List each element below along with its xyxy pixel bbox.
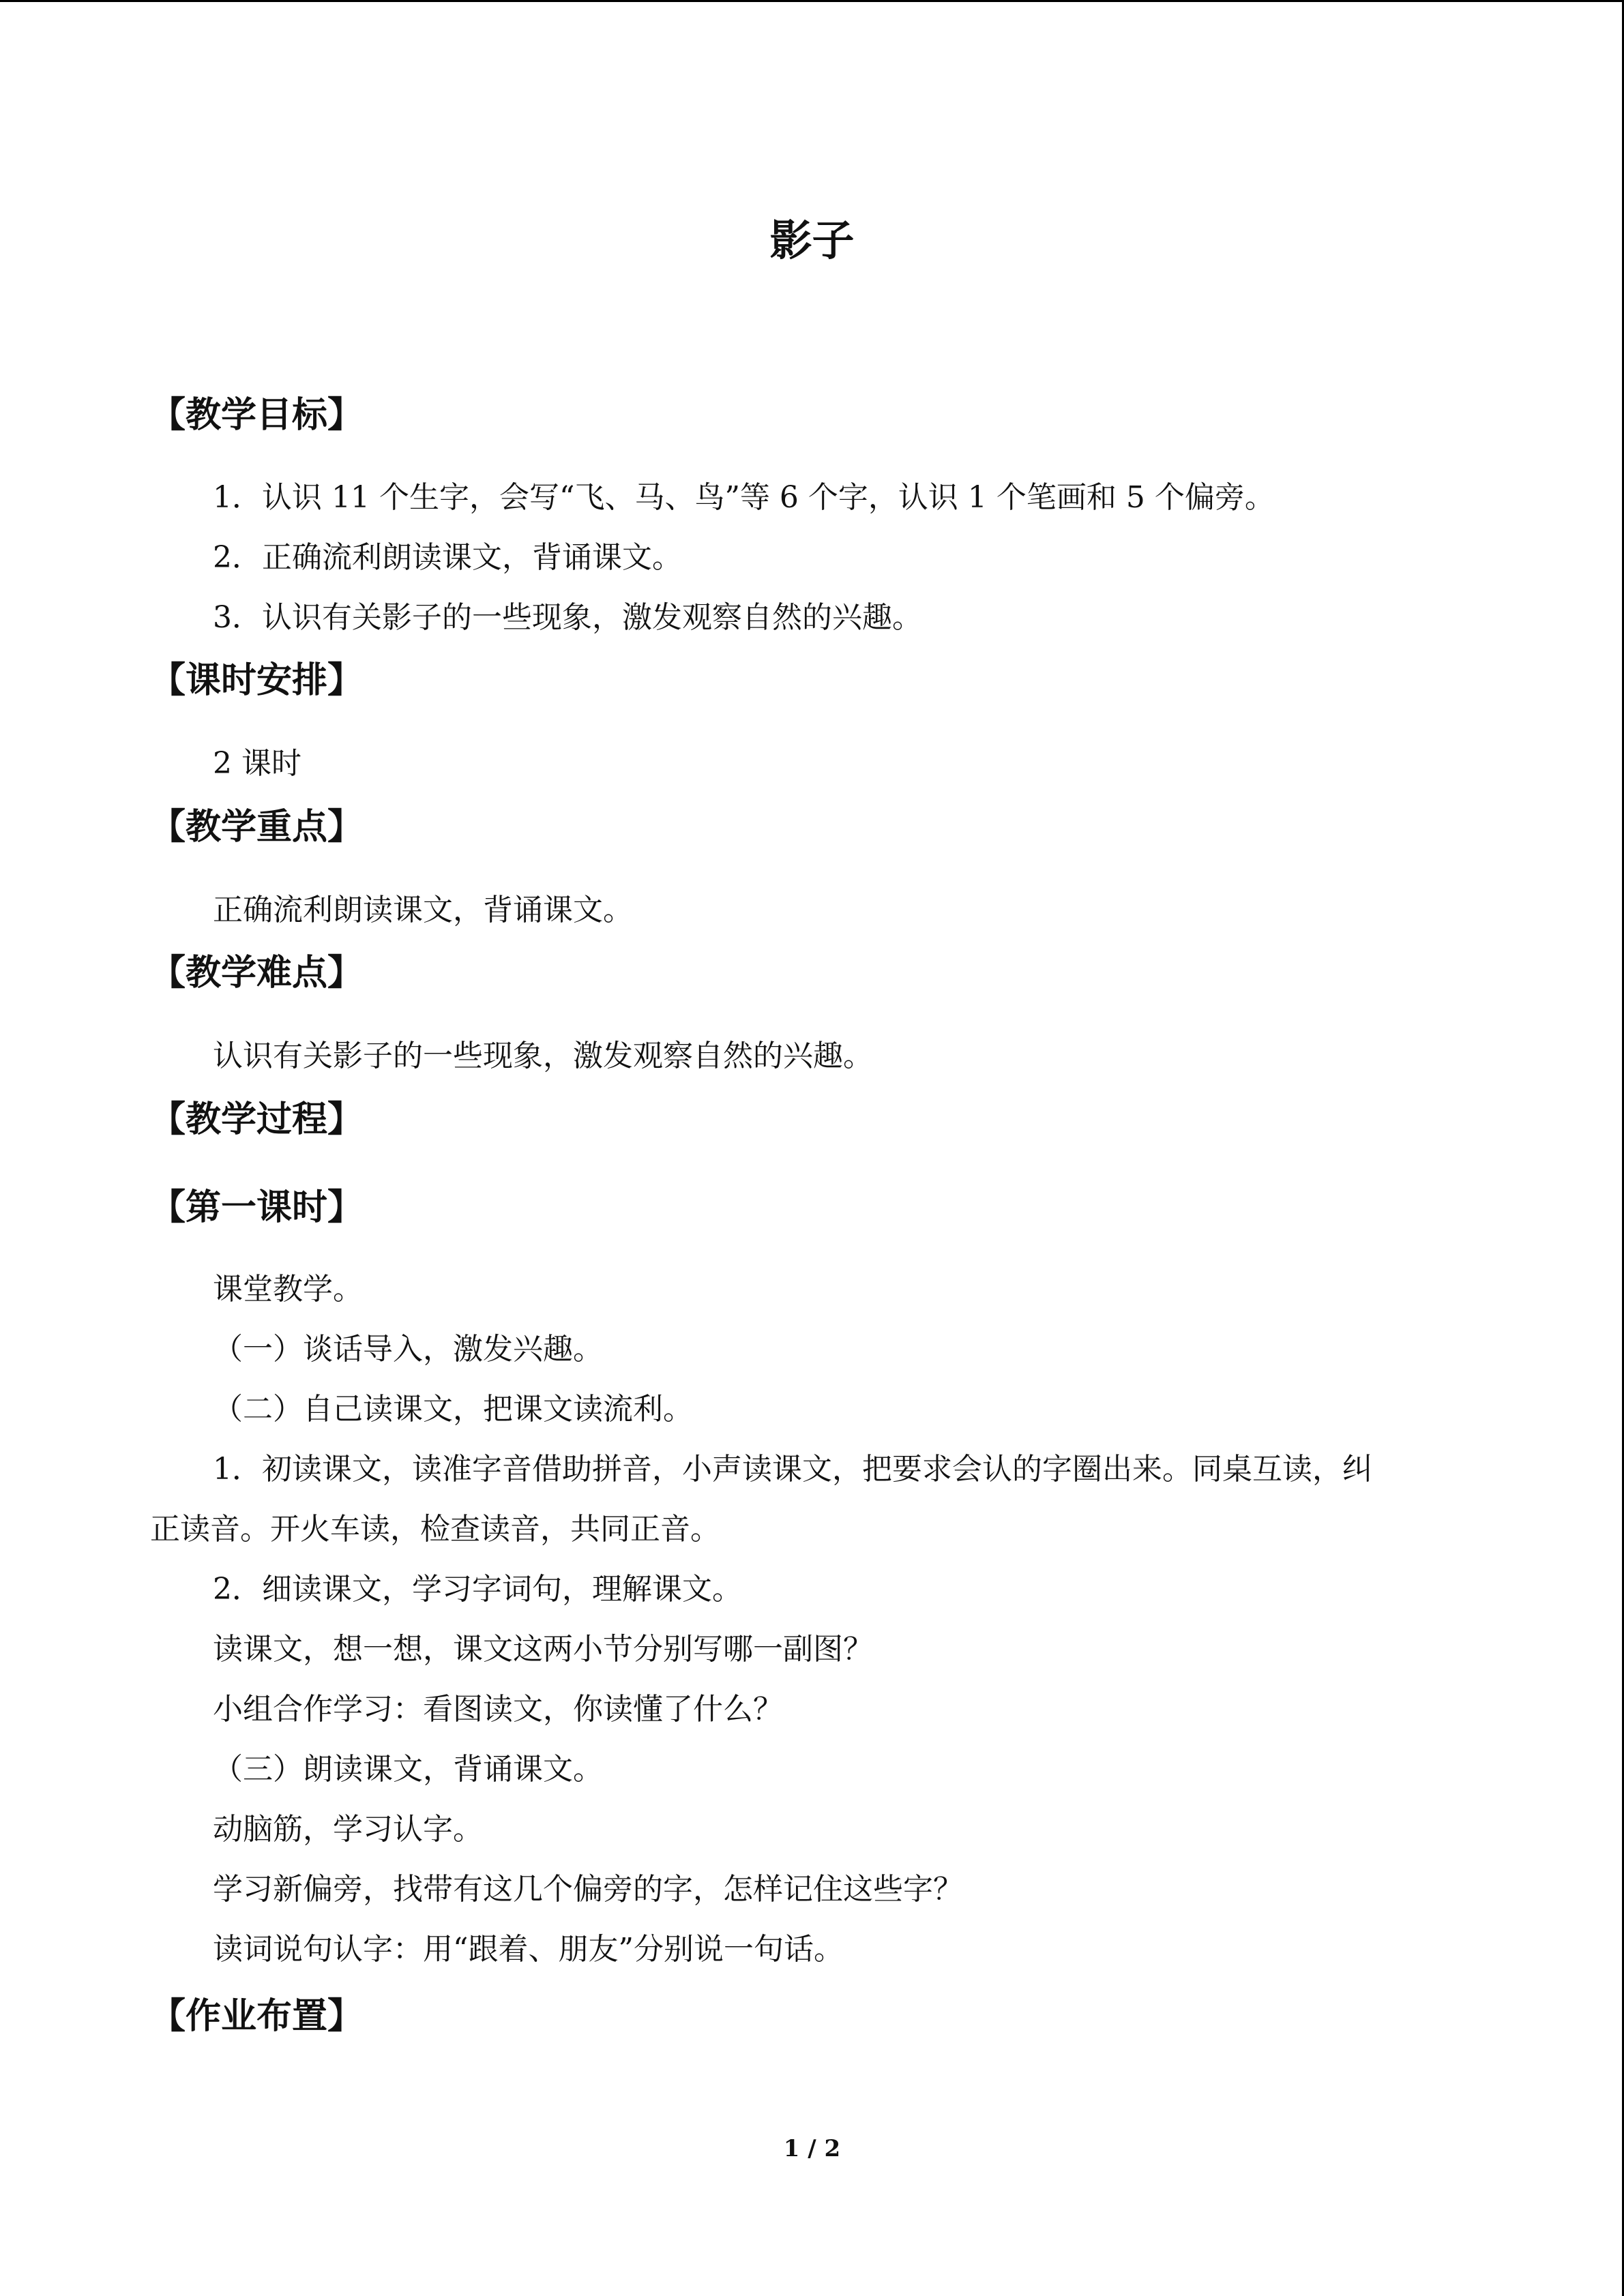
objective-item-2: 2．正确流利朗读课文，背诵课文。 bbox=[213, 540, 682, 575]
heading-schedule: 【课时安排】 bbox=[150, 660, 364, 701]
heading-difficulties: 【教学难点】 bbox=[150, 953, 364, 994]
schedule-text: 2 课时 bbox=[213, 746, 301, 781]
objective-item-3: 3．认识有关影子的一些现象，激发观察自然的兴趣。 bbox=[213, 600, 922, 635]
lesson-line-10: 动脑筋，学习认字。 bbox=[213, 1812, 483, 1847]
lesson-line-11: 学习新偏旁，找带有这几个偏旁的字，怎样记住这些字？ bbox=[213, 1872, 963, 1907]
lesson-line-7: 读课文，想一想，课文这两小节分别写哪一副图？ bbox=[213, 1632, 873, 1667]
lesson-line-9: （三）朗读课文，背诵课文。 bbox=[213, 1752, 603, 1787]
heading-objectives: 【教学目标】 bbox=[150, 395, 364, 436]
lesson-line-3: （二）自己读课文，把课文读流利。 bbox=[213, 1392, 693, 1427]
heading-homework: 【作业布置】 bbox=[150, 1996, 364, 2037]
lesson-line-4: 1．初读课文，读准字音借助拼音，小声读课文，把要求会认的字圈出来。同桌互读，纠 bbox=[213, 1452, 1372, 1487]
heading-lesson-one: 【第一课时】 bbox=[150, 1187, 364, 1228]
document-title: 影子 bbox=[769, 215, 855, 265]
difficulties-text: 认识有关影子的一些现象，激发观察自然的兴趣。 bbox=[213, 1039, 873, 1073]
lesson-line-6: 2．细读课文，学习字词句，理解课文。 bbox=[213, 1572, 742, 1607]
heading-key-points: 【教学重点】 bbox=[150, 807, 364, 848]
lesson-line-2: （一）谈话导入，激发兴趣。 bbox=[213, 1332, 603, 1367]
lesson-line-12: 读词说句认字：用“跟着、朋友”分别说一句话。 bbox=[213, 1932, 844, 1967]
key-points-text: 正确流利朗读课文，背诵课文。 bbox=[213, 893, 633, 927]
heading-process: 【教学过程】 bbox=[150, 1099, 364, 1140]
lesson-line-8: 小组合作学习：看图读文，你读懂了什么？ bbox=[213, 1692, 783, 1727]
page-number: 1 / 2 bbox=[783, 2135, 841, 2162]
lesson-line-1: 课堂教学。 bbox=[213, 1272, 363, 1307]
lesson-line-5: 正读音。开火车读，检查读音，共同正音。 bbox=[150, 1512, 720, 1547]
objective-item-1: 1．认识 11 个生字，会写“飞、马、鸟”等 6 个字，认识 1 个笔画和 5 个偏旁。 bbox=[213, 480, 1275, 515]
